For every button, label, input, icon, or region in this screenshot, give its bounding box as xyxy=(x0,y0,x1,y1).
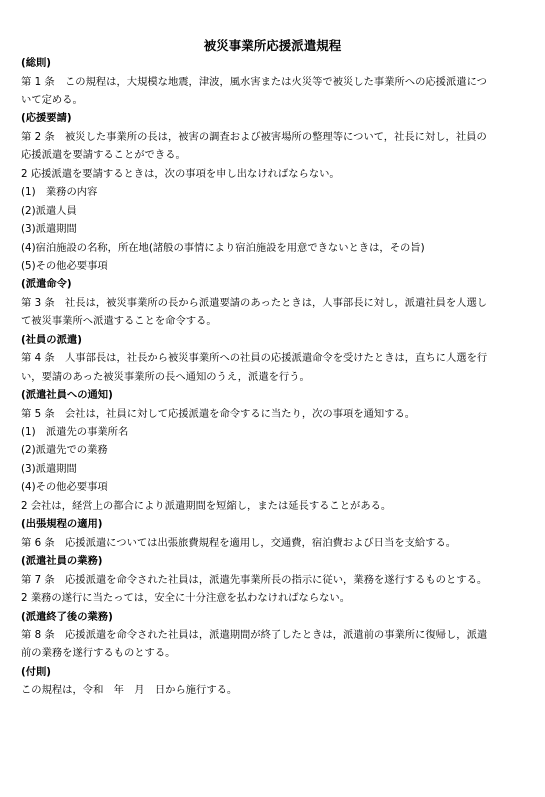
text-line: この規程は，令和 年 月 日から施行する。 xyxy=(21,684,238,697)
section-heading: (出張規程の適用) xyxy=(21,518,103,531)
section-heading: (派遣社員への通知) xyxy=(21,389,113,402)
text-line: (4)その他必要事項 xyxy=(21,481,108,494)
text-line: 第 6 条 応援派遣については出張旅費規程を適用し，交通費，宿泊費および日当を支給する。 xyxy=(21,536,457,549)
section-heading: (派遣社員の業務) xyxy=(21,555,103,568)
section-heading: (派遣命令) xyxy=(21,278,72,291)
text-line: 応援派遣を要請することができる。 xyxy=(21,149,186,162)
text-line: 前の業務を遂行するものとする。 xyxy=(21,647,176,660)
text-line: 第 7 条 応援派遣を命令された社員は，派遣先事業所長の指示に従い，業務を遂行するものとする。 xyxy=(21,573,488,586)
section-heading: (付則) xyxy=(21,665,52,678)
section-heading: (応援要請) xyxy=(21,112,72,125)
section-heading: (社員の派遣) xyxy=(21,333,82,346)
text-line: 第 5 条 会社は，社員に対して応援派遣を命令するに当たり，次の事項を通知する。 xyxy=(21,407,416,420)
text-line: 2 応援派遣を要請するときは，次の事項を申し出なければならない。 xyxy=(21,167,340,180)
text-line: (3)派遣期間 xyxy=(21,462,77,475)
text-line: 2 業務の遂行に当たっては，安全に十分注意を払わなければならない。 xyxy=(21,592,351,604)
text-line: (3)派遣期間 xyxy=(21,223,77,235)
text-line: 第 2 条 被災した事業所の長は，被害の調査および被害場所の整理等について，社長に対し，社員の xyxy=(21,130,487,143)
text-line: いて定める。 xyxy=(21,93,83,106)
section-heading: (派遣終了後の業務) xyxy=(21,610,113,623)
document-title: 被災事業所応援派遣規程 xyxy=(203,38,342,53)
text-line: 第 4 条 人事部長は，社長から被災事業所への社員の応援派遣命令を受けたときは，直ちに人選を行 xyxy=(21,352,488,365)
text-line: い，要請のあった被災事業所の長へ通知のうえ，派遣を行う。 xyxy=(21,370,310,383)
text-line: (2)派遣人員 xyxy=(21,204,77,217)
text-line: て被災事業所へ派遣することを命令する。 xyxy=(21,315,217,328)
text-line: 第 1 条 この規程は，大規模な地震，津波，風水害または火災等で被災した事業所への応援派遣につ xyxy=(21,75,487,88)
text-line: (1) 派遣先の事業所名 xyxy=(21,426,129,438)
text-line: 2 会社は，経営上の都合により派遣期間を短縮し，または延長することがある。 xyxy=(21,499,392,512)
text-line: (1) 業務の内容 xyxy=(21,186,98,199)
text-line: 第 8 条 応援派遣を命令された社員は，派遣期間が終了したときは，派遣前の事業所に復帰し，派遣 xyxy=(21,628,488,641)
section-heading: (総則) xyxy=(21,57,52,69)
text-line: (4)宿泊施設の名称，所在地(諸般の事情により宿泊施設を用意できないときは，その旨) xyxy=(21,241,425,254)
text-line: 第 3 条 社長は，被災事業所の長から派遣要請のあったときは，人事部長に対し，派遣社員を人選し xyxy=(21,296,488,309)
text-line: (5)その他必要事項 xyxy=(21,259,108,272)
text-line: (2)派遣先での業務 xyxy=(21,444,108,457)
